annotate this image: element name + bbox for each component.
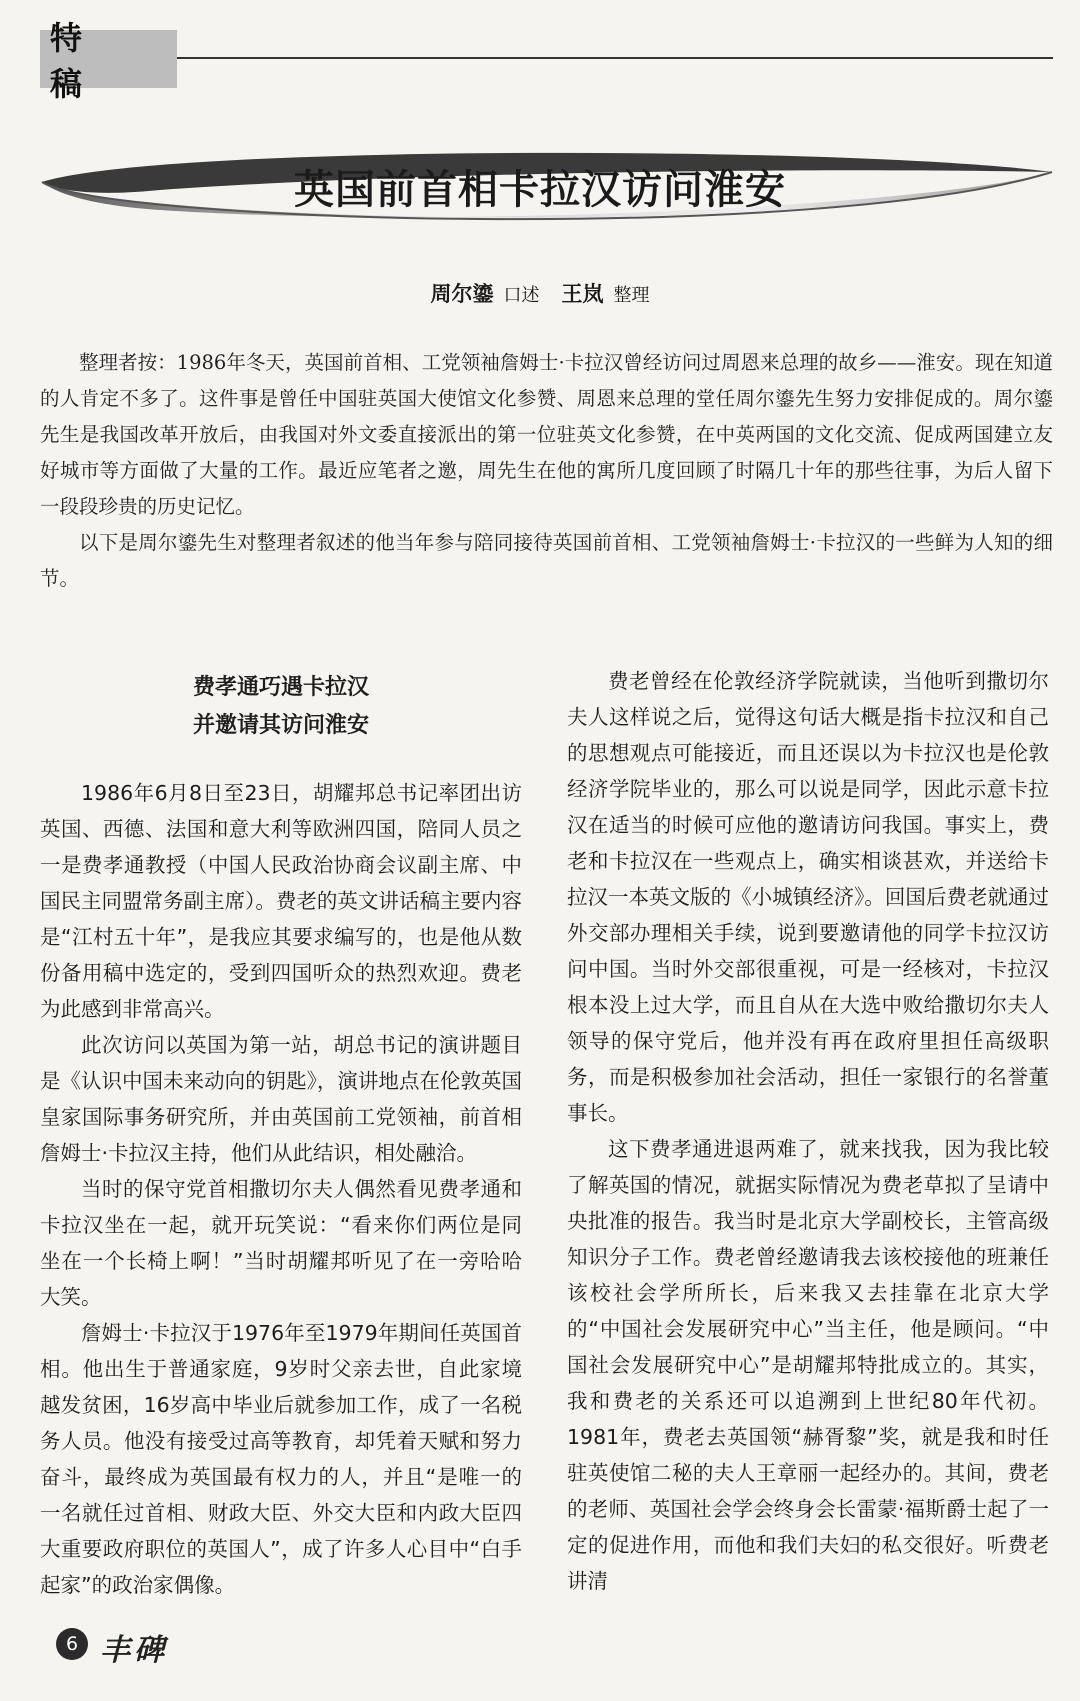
journal-logo: 丰碑 — [100, 1633, 168, 1668]
body-paragraph: 这下费孝通进退两难了，就来找我，因为我比较了解英国的情况，就据实际情况为费老草拟了呈请中央批准的报告。我当时是北京大学副校长，主管高级知识分子工作。费老曾经邀请我去该校接他的班兼任该校社会学所所长，后来我又去挂靠在北京大学的“中国社会发展研究中心”当主任，他是顾问。“中国社会发展研究中心”是胡耀邦特批成立的。其实，我和费老的关系还可以追溯到上世纪80年代初。1981年，费老去英国领“赫胥黎”奖，就是我和时任驻英使馆二秘的夫人王章丽一起经办的。其间，费老的老师、英国社会学会终身会长雷蒙·福斯爵士起了一定的促进作用，而他和我们夫妇的私交很好。听费老讲清 — [567, 1137, 1049, 1593]
editor-note — [40, 345, 1053, 597]
article-title: 英国前首相卡拉汉访问淮安 — [294, 167, 786, 213]
section-tag: 特 稿 — [40, 30, 177, 88]
narrator-name: 周尔鎏 — [430, 282, 494, 306]
editor-note-paragraph: 以下是周尔鎏先生对整理者叙述的他当年参与陪同接待英国前首相、工党领袖詹姆士·卡拉汉的一些鲜为人知的细节。 — [40, 531, 1053, 590]
editor-name: 王岚 — [561, 282, 604, 306]
page-number: 6 — [56, 1628, 88, 1660]
body-paragraph: 当时的保守党首相撒切尔夫人偶然看见费孝通和卡拉汉坐在一起，就开玩笑说：“看来你们两位是同坐在一个长椅上啊！”当时胡耀邦听见了在一旁哈哈大笑。 — [40, 1177, 522, 1309]
subheading-line: 费孝通巧遇卡拉汉 — [192, 675, 369, 700]
editor-role: 整理 — [613, 285, 650, 306]
subheading-line: 并邀请其访问淮安 — [192, 713, 369, 738]
header-rule — [177, 57, 1053, 59]
body-paragraph: 詹姆士·卡拉汉于1976年至1979年期间任英国首相。他出生于普通家庭，9岁时父亲去世，自此家境越发贫困，16岁高中毕业后就参加工作，成了一名税务人员。他没有接受过高等教育，却凭着天赋和努力奋斗，最终成为英国最有权力的人，并且“是唯一的一名就任过首相、财政大臣、外交大臣和内政大臣四大重要政府职位的英国人”，成了许多人心目中“白手起家”的政治家偶像。 — [40, 1321, 522, 1597]
narrator-role: 口述 — [503, 285, 540, 306]
body-paragraph: 1986年6月8日至23日，胡耀邦总书记率团出访英国、西德、法国和意大利等欧洲四国，陪同人员之一是费孝通教授（中国人民政治协商会议副主席、中国民主同盟常务副主席）。费老的英文讲话稿主要内容是“江村五十年”，是我应其要求编写的，也是他从数份备用稿中选定的，受到四国听众的热烈欢迎。费老为此感到非常高兴。 — [40, 781, 522, 1021]
body-column-right — [567, 663, 1049, 1599]
section-subheading — [40, 669, 522, 745]
body-paragraph: 此次访问以英国为第一站，胡总书记的演讲题目是《认识中国未来动向的钥匙》，演讲地点在伦敦英国皇家国际事务研究所，并由英国前工党领袖，前首相詹姆士·卡拉汉主持，他们从此结识，相处融洽。 — [40, 1033, 522, 1165]
body-paragraph: 费老曾经在伦敦经济学院就读，当他听到撒切尔夫人这样说之后，觉得这句话大概是指卡拉汉和自己的思想观点可能接近，而且还误以为卡拉汉也是伦敦经济学院毕业的，那么可以说是同学，因此示意卡拉汉在适当的时候可应他的邀请访问我国。事实上，费老和卡拉汉在一些观点上，确实相谈甚欢，并送给卡拉汉一本英文版的《小城镇经济》。回国后费老就通过外交部办理相关手续，说到要邀请他的同学卡拉汉访问中国。当时外交部很重视，可是一经核对，卡拉汉根本没上过大学，而且自从在大选中败给撒切尔夫人领导的保守党后，他并没有再在政府里担任高级职务，而是积极参加社会活动，担任一家银行的名誉董事长。 — [567, 669, 1049, 1125]
byline — [0, 278, 1080, 308]
editor-note-paragraph: 整理者按：1986年冬天，英国前首相、工党领袖詹姆士·卡拉汉曾经访问过周恩来总理的故乡——淮安。现在知道的人肯定不多了。这件事是曾任中国驻英国大使馆文化参赞、周恩来总理的堂任周尔鎏先生努力安排促成的。周尔鎏先生是我国改革开放后，由我国对外文委直接派出的第一位驻英文化参赞，在中英两国的文化交流、促成两国建立友好城市等方面做了大量的工作。最近应笔者之邀，周先生在他的寓所几度回顾了时隔几十年的那些往事，为后人留下一段段珍贵的历史记忆。 — [40, 351, 1053, 518]
body-column-left — [40, 665, 522, 1603]
